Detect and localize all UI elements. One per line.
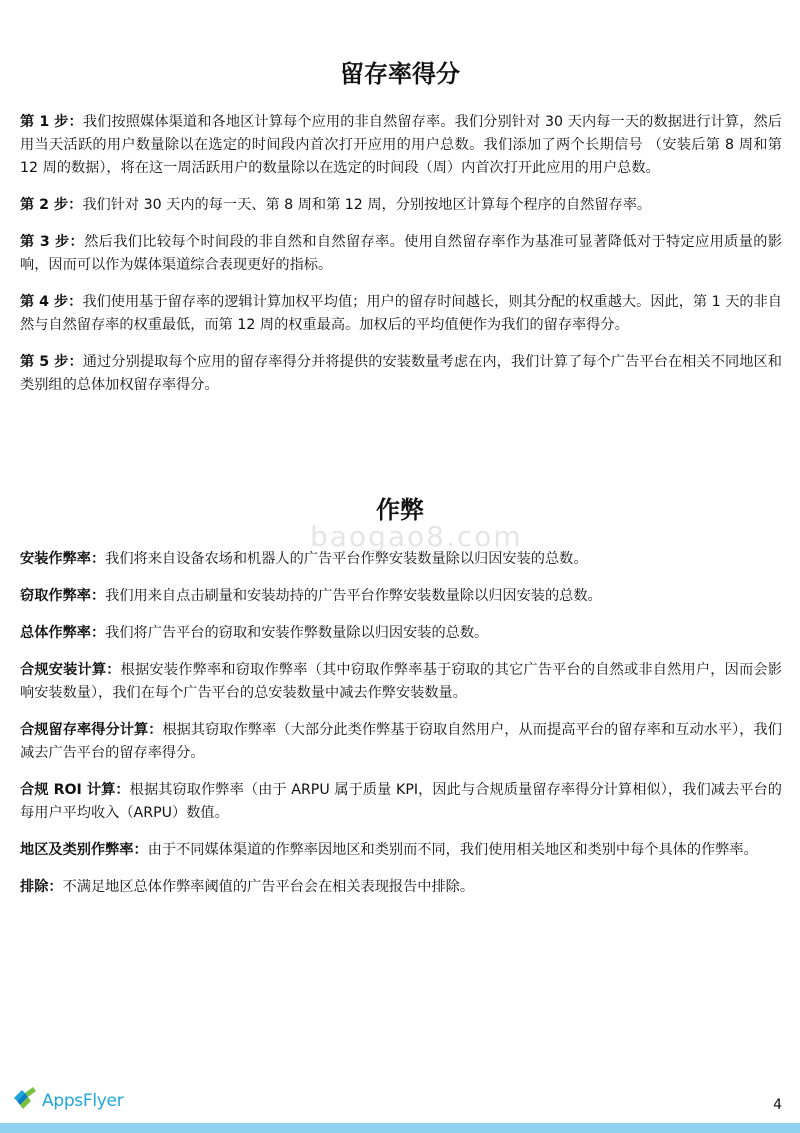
paragraph-text: 我们将来自设备农场和机器人的广告平台作弊安装数量除以归因安装的总数。	[105, 551, 588, 567]
definition-paragraph	[20, 719, 782, 765]
paragraph-lead: 排除：	[20, 879, 63, 895]
paragraph-text: 我们按照媒体渠道和各地区计算每个应用的非自然留存率。我们分别针对 30 天内每一天的数据进行计算，然后用当天活跃的用户数量除以在选定的时间段内首次打开应用的用户总数。我们添加了两个长期信号 （安装后第 8 周和第 12 周的数据），将在这一周活跃用户的数量除以在选定的时间段（周）内首次打开此应用的用户总数。	[20, 114, 782, 176]
fraud-definitions	[20, 548, 782, 913]
section-title-fraud: 作弊	[376, 496, 424, 524]
appsflyer-logo-icon	[12, 1086, 38, 1116]
definition-paragraph	[20, 659, 782, 705]
appsflyer-logo	[12, 1086, 123, 1116]
paragraph-text: 我们用来自点击刷量和安装劫持的广告平台作弊安装数量除以归因安装的总数。	[105, 588, 602, 604]
paragraph-lead: 第 3 步：	[20, 234, 85, 250]
paragraph-lead: 合规 ROI 计算：	[20, 782, 130, 798]
paragraph-lead: 第 4 步：	[20, 294, 83, 310]
paragraph-text: 我们针对 30 天内的每一天、第 8 周和第 12 周，分别按地区计算每个程序的自然留存率。	[82, 197, 652, 213]
paragraph-text: 根据安装作弊率和窃取作弊率（其中窃取作弊率基于窃取的其它广告平台的自然或非自然用户，因而会影响安装数量），我们在每个广告平台的总安装数量中减去作弊安装数量。	[20, 662, 782, 701]
paragraph-lead: 合规留存率得分计算：	[20, 722, 163, 738]
paragraph-lead: 第 5 步：	[20, 354, 83, 370]
paragraph-lead: 第 2 步：	[20, 197, 83, 213]
paragraph-lead: 合规安装计算：	[20, 662, 121, 678]
definition-paragraph	[20, 779, 782, 825]
footer-bar	[0, 1123, 800, 1133]
definition-paragraph	[20, 622, 782, 645]
watermark: baogao8.com	[310, 520, 523, 553]
paragraph-text: 根据其窃取作弊率（大部分此类作弊基于窃取自然用户，从而提高平台的留存率和互动水平），我们减去广告平台的留存率得分。	[20, 722, 782, 761]
step-paragraph	[20, 291, 782, 337]
paragraph-text: 我们使用基于留存率的逻辑计算加权平均值；用户的留存时间越长，则其分配的权重越大。因此，第 1 天的非自然与自然留存率的权重最低，而第 12 周的权重最高。加权后的平均值便作为我们的留存率得分。	[20, 294, 782, 333]
paragraph-text: 我们将广告平台的窃取和安装作弊数量除以归因安装的总数。	[105, 625, 489, 641]
page-number: 4	[773, 1097, 782, 1113]
step-paragraph	[20, 351, 782, 397]
definition-paragraph	[20, 876, 782, 899]
step-paragraph	[20, 111, 782, 180]
paragraph-lead: 窃取作弊率：	[20, 588, 106, 604]
paragraph-lead: 总体作弊率：	[20, 625, 106, 641]
step-paragraph	[20, 194, 782, 217]
definition-paragraph	[20, 585, 782, 608]
paragraph-text: 由于不同媒体渠道的作弊率因地区和类别而不同，我们使用相关地区和类别中每个具体的作弊率。	[147, 842, 758, 858]
paragraph-lead: 地区及类别作弊率：	[20, 842, 148, 858]
section-title-retention-score: 留存率得分	[340, 60, 460, 88]
paragraph-lead: 第 1 步：	[20, 114, 83, 130]
step-paragraph	[20, 231, 782, 277]
definition-paragraph	[20, 548, 782, 571]
paragraph-text: 不满足地区总体作弊率阈值的广告平台会在相关表现报告中排除。	[62, 879, 475, 895]
paragraph-text: 根据其窃取作弊率（由于 ARPU 属于质量 KPI，因此与合规质量留存率得分计算相似），我们减去平台的每用户平均收入（ARPU）数值。	[20, 782, 782, 821]
paragraph-text: 通过分别提取每个应用的留存率得分并将提供的安装数量考虑在内，我们计算了每个广告平台在相关不同地区和类别组的总体加权留存率得分。	[20, 354, 782, 393]
logo-text: AppsFlyer	[42, 1091, 124, 1111]
retention-steps	[20, 111, 782, 411]
paragraph-lead: 安装作弊率：	[20, 551, 106, 567]
definition-paragraph	[20, 839, 782, 862]
paragraph-text: 然后我们比较每个时间段的非自然和自然留存率。使用自然留存率作为基准可显著降低对于特定应用质量的影响，因而可以作为媒体渠道综合表现更好的指标。	[20, 234, 782, 273]
